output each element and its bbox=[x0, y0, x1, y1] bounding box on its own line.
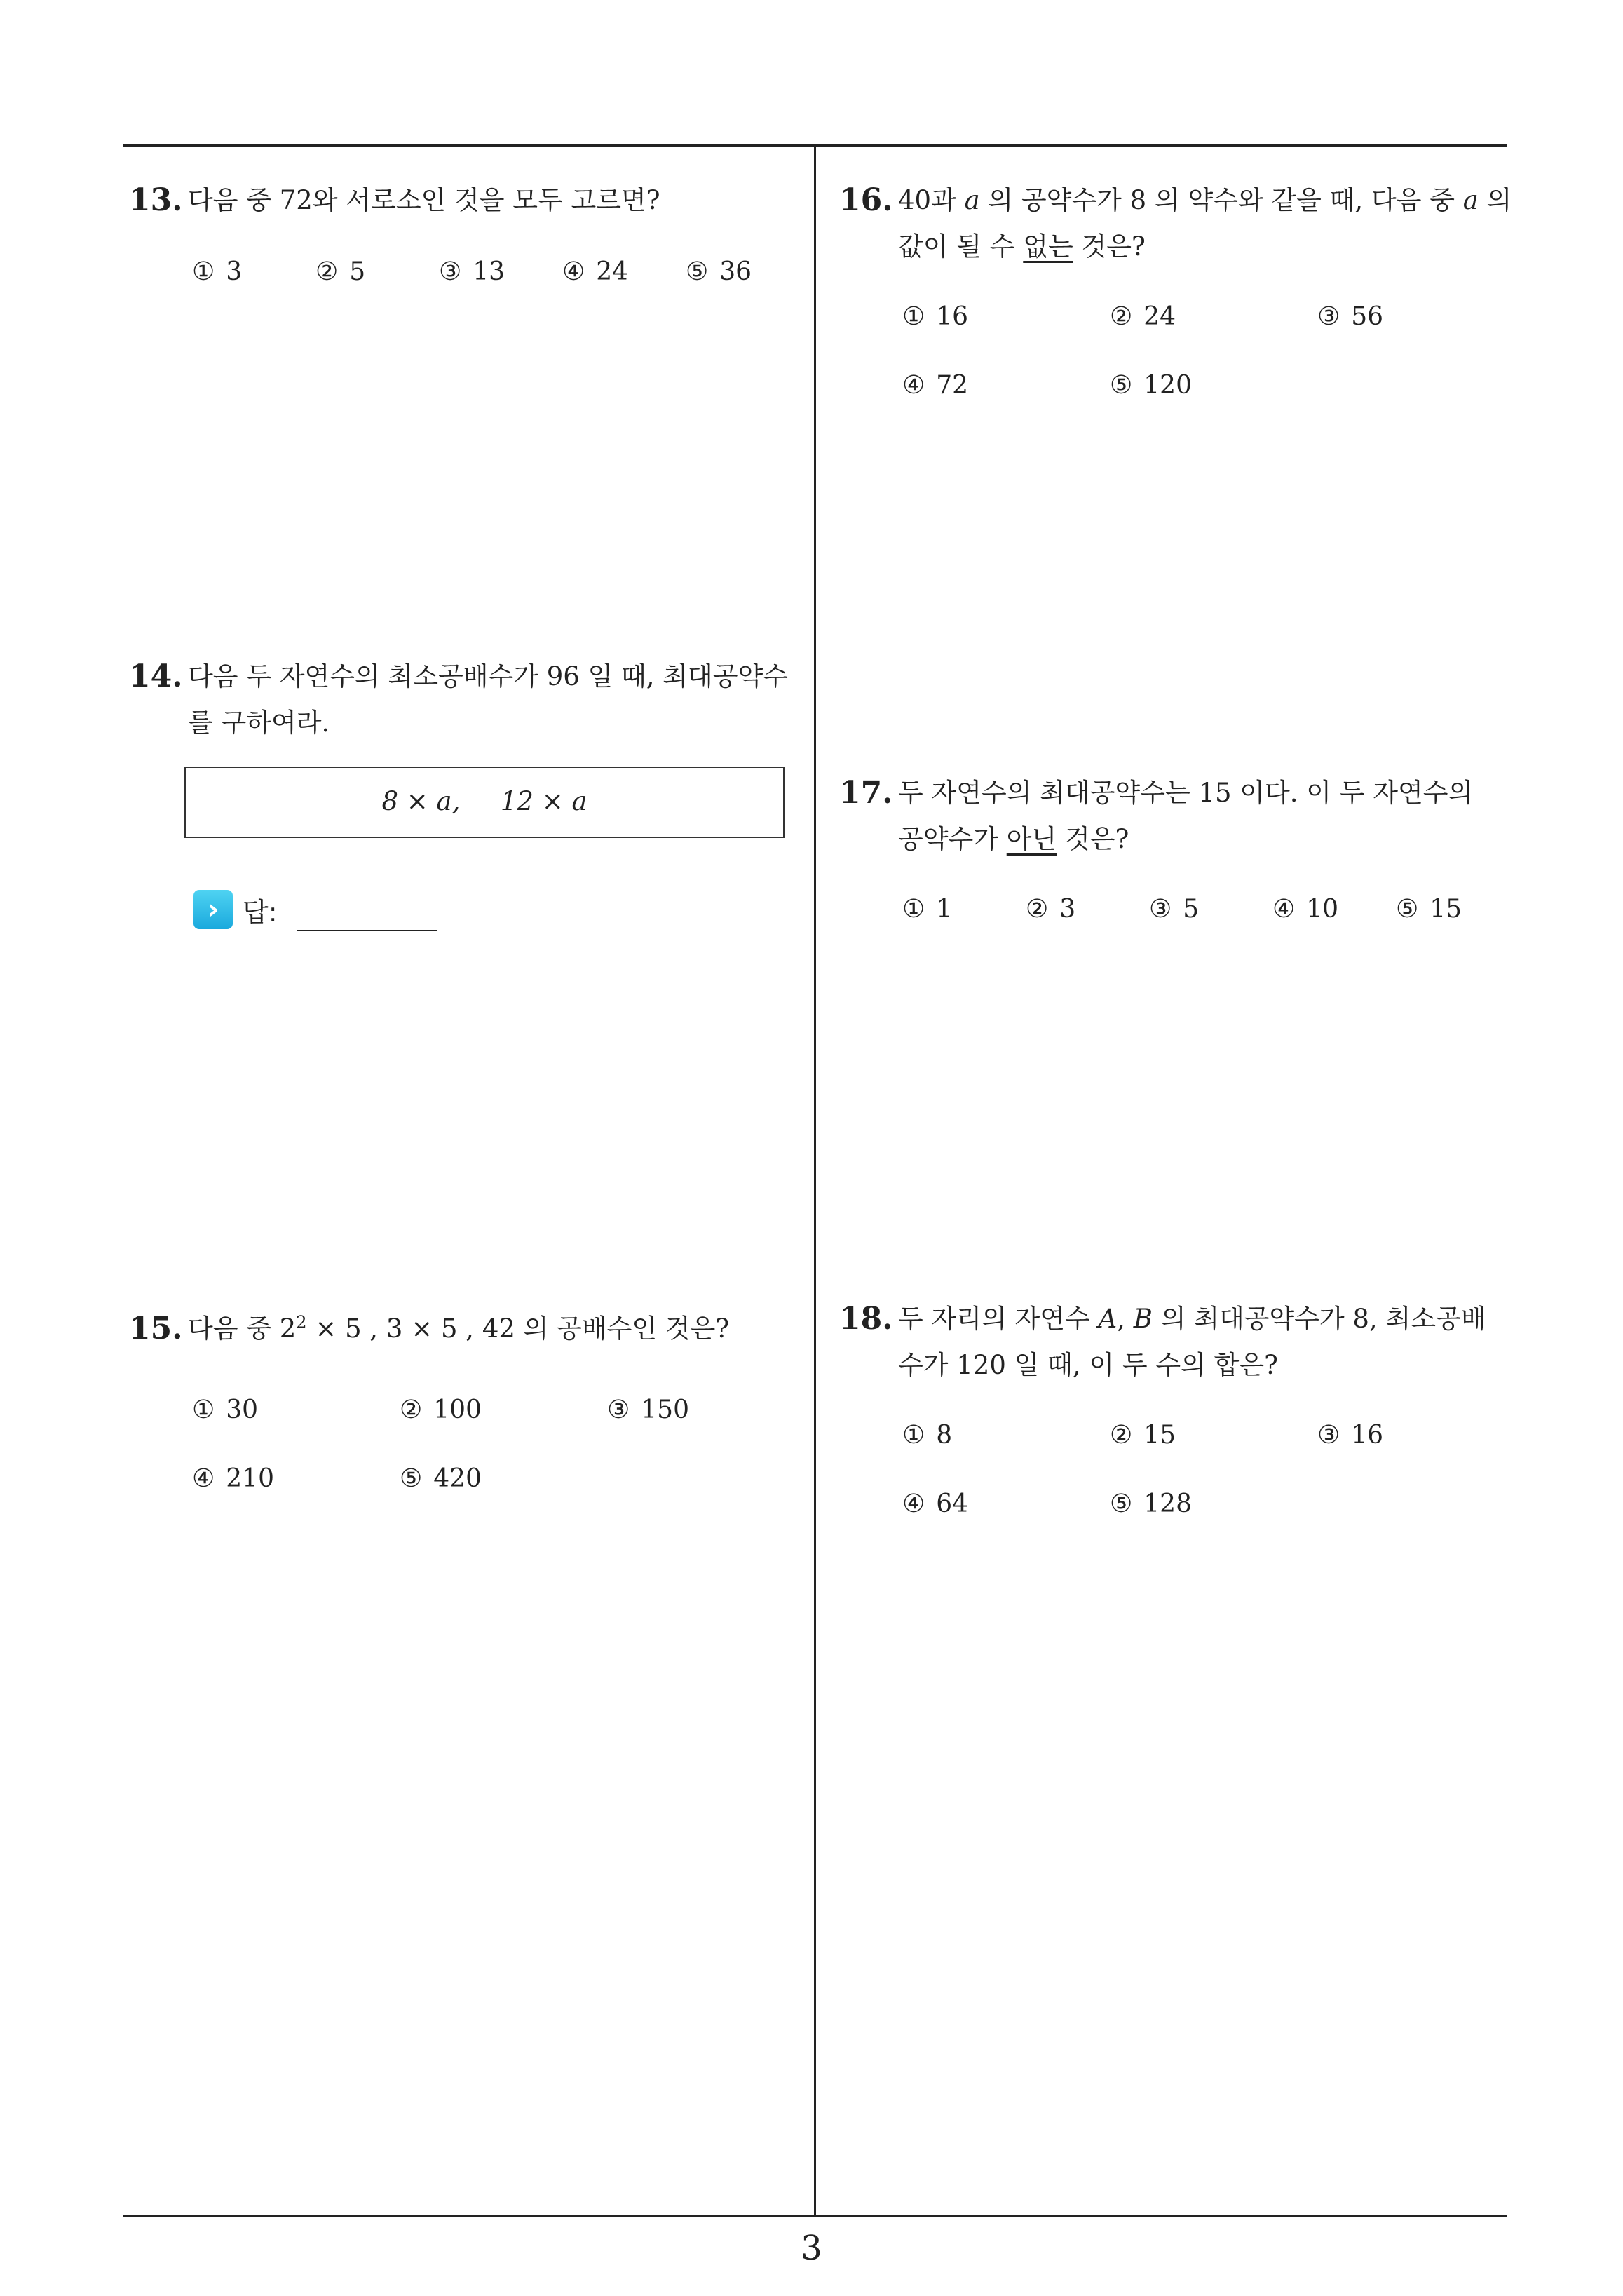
question-text: 다음 중 $2^2 \times 5$ , 3 × 5 , 42 의 공배수인 것은? bbox=[188, 1312, 730, 1344]
question-text: 두 자리의 자연수 A, B 의 최대공약수가 8, 최소공배 수가 120 일 때, 이 두 수의 합은? bbox=[898, 1304, 1486, 1380]
question-text: 다음 두 자연수의 최소공배수가 96 일 때, 최대공약수 를 구하여라. bbox=[188, 661, 789, 738]
question-number: 15. bbox=[129, 1311, 183, 1346]
choice-5[interactable]: ⑤ 128 bbox=[1110, 1490, 1192, 1518]
question-text: 두 자연수의 최대공약수는 15 이다. 이 두 자연수의 공약수가 아닌 것은? bbox=[898, 778, 1474, 854]
question-14 bbox=[129, 654, 802, 746]
chevron-right-icon: › bbox=[193, 890, 233, 929]
question-number: 16. bbox=[839, 182, 893, 218]
question-18 bbox=[839, 1296, 1512, 1518]
choice-4[interactable]: ④ 72 bbox=[902, 371, 969, 400]
choice-1[interactable]: ① 8 bbox=[902, 1421, 953, 1450]
choice-5[interactable]: ⑤ 15 bbox=[1396, 895, 1462, 924]
choice-5[interactable]: ⑤ 420 bbox=[400, 1464, 482, 1493]
answer-label: 답: bbox=[243, 896, 278, 928]
choice-2[interactable]: ② 5 bbox=[315, 257, 366, 286]
bottom-rule bbox=[123, 2215, 1507, 2217]
question-17 bbox=[839, 770, 1512, 924]
question-15 bbox=[129, 1306, 802, 1493]
choice-2[interactable]: ② 24 bbox=[1110, 302, 1176, 331]
page-number: 3 bbox=[801, 2229, 822, 2268]
choice-1[interactable]: ① 30 bbox=[192, 1396, 259, 1424]
choice-1[interactable]: ① 3 bbox=[192, 257, 243, 286]
choice-1[interactable]: ① 1 bbox=[902, 895, 953, 924]
question-16 bbox=[839, 177, 1512, 400]
choice-3[interactable]: ③ 56 bbox=[1317, 302, 1384, 331]
choice-2[interactable]: ② 15 bbox=[1110, 1421, 1176, 1450]
choice-3[interactable]: ③ 150 bbox=[607, 1396, 689, 1424]
question-number: 14. bbox=[129, 659, 183, 694]
choice-4[interactable]: ④ 64 bbox=[902, 1490, 969, 1518]
choice-5[interactable]: ⑤ 36 bbox=[686, 257, 752, 286]
answer-blank[interactable] bbox=[297, 888, 437, 931]
choice-4[interactable]: ④ 24 bbox=[562, 257, 629, 286]
column-divider bbox=[814, 144, 816, 2216]
choice-5[interactable]: ⑤ 120 bbox=[1110, 371, 1192, 400]
choice-2[interactable]: ② 100 bbox=[400, 1396, 482, 1424]
answer-area bbox=[193, 888, 437, 931]
question-13 bbox=[129, 177, 802, 286]
choice-3[interactable]: ③ 13 bbox=[439, 257, 505, 286]
expression-box: 8 × a, 12 × a bbox=[184, 767, 785, 838]
question-number: 13. bbox=[129, 182, 183, 218]
question-number: 17. bbox=[839, 775, 893, 811]
choice-1[interactable]: ① 16 bbox=[902, 302, 969, 331]
question-number: 18. bbox=[839, 1301, 893, 1337]
question-text: 40과 a 의 공약수가 8 의 약수와 같을 때, 다음 중 a 의 값이 될 수 없는 것은? bbox=[898, 185, 1512, 262]
choice-4[interactable]: ④ 210 bbox=[192, 1464, 274, 1493]
choice-3[interactable]: ③ 5 bbox=[1149, 895, 1200, 924]
choice-4[interactable]: ④ 10 bbox=[1272, 895, 1339, 924]
choice-3[interactable]: ③ 16 bbox=[1317, 1421, 1384, 1450]
question-text: 다음 중 72와 서로소인 것을 모두 고르면? bbox=[188, 185, 660, 215]
choice-2[interactable]: ② 3 bbox=[1026, 895, 1076, 924]
